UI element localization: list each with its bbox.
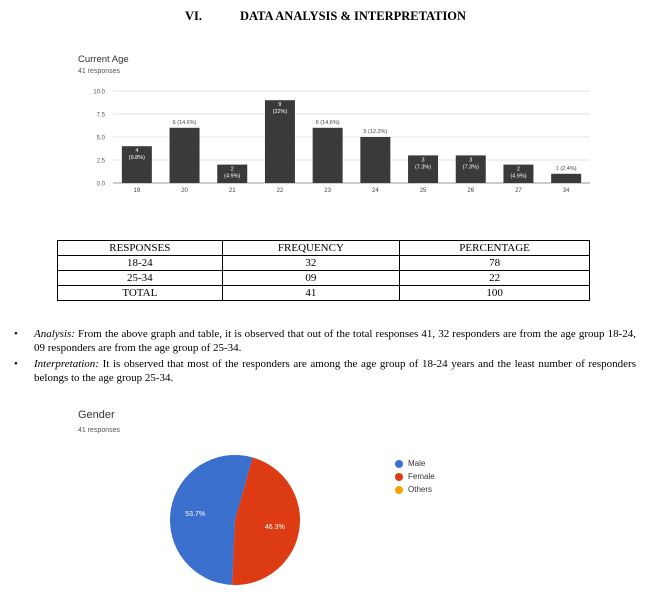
x-tick-label: 23 (324, 188, 331, 194)
table-row (58, 256, 590, 271)
x-tick-label: 26 (467, 188, 475, 194)
data-label: (9.8%) (128, 155, 145, 162)
table-cell: 78 (400, 256, 590, 271)
y-tick-label: 0.0 (96, 181, 105, 188)
x-tick-label: 24 (372, 188, 379, 194)
bullet-icon: • (14, 358, 18, 370)
section-title: DATA ANALYSIS & INTERPRETATION (239, 9, 467, 23)
table-row (58, 271, 590, 286)
table-cell: 41 (222, 286, 400, 301)
x-tick-label: 34 (562, 188, 570, 194)
pie-label: 53.7% (185, 511, 206, 519)
table-cell: 100 (400, 286, 590, 301)
data-label: 3 (469, 157, 473, 164)
bullet-icon: • (14, 328, 18, 340)
data-label: (4.9%) (224, 173, 241, 180)
y-tick-label: 10.0 (93, 89, 105, 96)
findings-list (10, 327, 636, 387)
legend-item-others (395, 483, 435, 496)
table-cell: 18-24 (58, 256, 223, 271)
age-chart-subtitle: 41 responses (78, 68, 121, 75)
data-label: 2 (230, 166, 234, 173)
gender-chart-subtitle: 41 responses (78, 427, 121, 434)
data-label: 6 (14.6%) (172, 119, 197, 126)
data-label: 6 (14.6%) (315, 119, 340, 126)
table-cell: 09 (222, 271, 400, 286)
interpretation-label: Interpretation: (34, 358, 99, 370)
legend-label: Others (408, 485, 433, 494)
data-label: (4.9%) (510, 173, 527, 180)
data-label: (22%) (272, 109, 288, 116)
data-label: 5 (12.2%) (363, 129, 388, 135)
legend-swatch (395, 473, 403, 481)
table-header-cell: RESPONSES (58, 241, 223, 256)
age-bar-chart (0, 82, 651, 202)
table-cell: TOTAL (58, 286, 223, 301)
x-tick-label: 20 (181, 188, 188, 194)
x-tick-label: 19 (133, 188, 141, 194)
table-cell: 32 (222, 256, 400, 271)
legend-item-female (395, 470, 435, 483)
data-label: 4 (135, 148, 139, 155)
table-cell: 22 (400, 271, 590, 286)
data-label: 1 (2.4%) (555, 165, 577, 172)
legend-swatch (395, 460, 403, 468)
frequency-table (57, 240, 590, 301)
x-tick-label: 25 (419, 188, 427, 194)
analysis-text: From the above graph and table, it is observed that out of the total responses 41, 32 responders are from the age group 18-24, 09 responders are from the age group of 25-34. (34, 328, 636, 354)
y-tick-label: 2.5 (96, 158, 105, 165)
analysis-label: Analysis: (34, 328, 75, 340)
section-number: VI. (184, 9, 202, 23)
data-label: (7.3%) (414, 164, 432, 171)
gender-pie-chart (160, 446, 310, 591)
legend-item-male (395, 457, 435, 470)
analysis-item (10, 327, 636, 355)
x-tick-label: 21 (228, 188, 236, 194)
bar (551, 174, 581, 183)
table-header-cell: FREQUENCY (222, 241, 400, 256)
legend-swatch (395, 486, 403, 494)
data-label: 2 (516, 166, 520, 173)
table-header-row (58, 241, 590, 256)
interpretation-item (10, 357, 636, 385)
y-tick-label: 5.0 (96, 135, 105, 142)
data-label: 3 (421, 157, 425, 164)
y-tick-label: 7.5 (96, 112, 105, 119)
legend-label: Male (408, 459, 426, 468)
gender-legend (395, 457, 435, 496)
age-chart-title: Current Age (78, 54, 129, 65)
interpretation-text: It is observed that most of the responders are among the age group of 18-24 years and the least number of responders belongs to the age group 25-34. (34, 358, 636, 384)
x-tick-label: 27 (515, 188, 522, 194)
gender-chart-title: Gender (78, 409, 115, 421)
table-row (58, 286, 590, 301)
legend-label: Female (408, 472, 435, 481)
bar (313, 128, 343, 183)
pie-label: 46.3% (264, 523, 285, 531)
table-cell: 25-34 (58, 271, 223, 286)
data-label: (7.3%) (462, 164, 479, 171)
section-heading (0, 9, 651, 24)
bar (170, 128, 200, 183)
data-label: 9 (278, 102, 282, 109)
bar (360, 137, 390, 183)
x-tick-label: 22 (276, 188, 284, 194)
table-header-cell: PERCENTAGE (400, 241, 590, 256)
